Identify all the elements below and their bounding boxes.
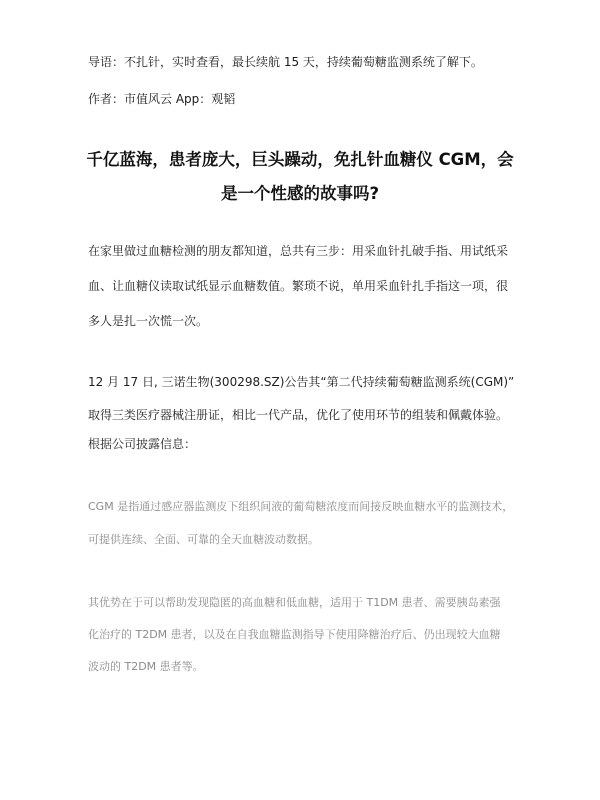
quote-2-line-2: 化治疗的 T2DM 患者，以及在自我血糖监测指导下使用降糖治疗后、仍出现较大血糖 (88, 628, 501, 641)
quote-1-line-2: 可提供连续、全面、可靠的全天血糖波动数据。 (88, 533, 319, 546)
author-line: 作者：市值风云 App：观韬 (88, 92, 236, 106)
quote-2-line-1: 其优势在于可以帮助发现隐匿的高血糖和低血糖，适用于 T1DM 患者、需要胰岛素强 (88, 596, 501, 609)
quote-1-line-1: CGM 是指通过感应器监测皮下组织间液的葡萄糖浓度而间接反映血糖水平的监测技术， (88, 500, 514, 513)
quote-2-line-3: 波动的 T2DM 患者等。 (88, 660, 204, 673)
paragraph-2-line-2: 取得三类医疗器械注册证，相比一代产品，优化了使用环节的组装和佩戴体验。 (88, 408, 509, 422)
intro-line: 导语：不扎针，实时查看，最长续航 15 天，持续葡萄糖监测系统了解下。 (88, 55, 483, 69)
paragraph-2-line-3: 根据公司披露信息： (88, 437, 197, 451)
paragraph-1-line-2: 血、让血糖仪读取试纸显示血糖数值。繁琐不说，单用采血针扎手指这一项，很 (88, 279, 509, 293)
paragraph-1-line-1: 在家里做过血糖检测的朋友都知道，总共有三步：用采血针扎破手指、用试纸采 (88, 244, 509, 258)
article-title-line-2: 是一个性感的故事吗? (220, 184, 380, 203)
article-title-line-1: 千亿蓝海，患者庞大，巨头躁动，免扎针血糖仪 CGM，会 (86, 150, 514, 169)
paragraph-1-line-3: 多人是扎一次慌一次。 (88, 314, 209, 328)
paragraph-2-line-1: 12 月 17 日, 三诺生物(300298.SZ)公告其“第二代持续葡萄糖监测系统(CGM)” (88, 375, 515, 389)
